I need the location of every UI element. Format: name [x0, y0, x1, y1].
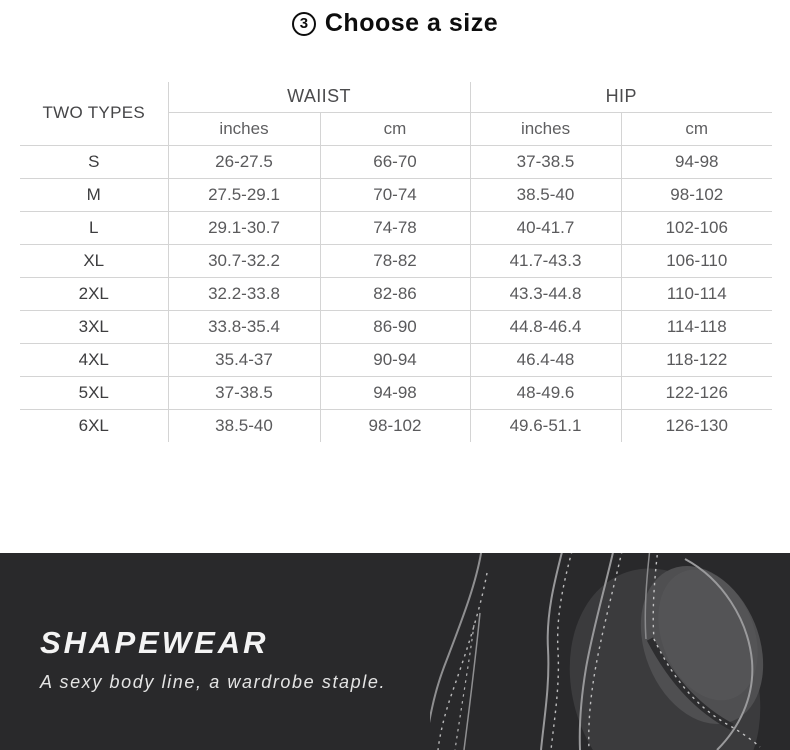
measurement-cell: 29.1-30.7 [168, 211, 320, 244]
shapewear-line-art-illustration [430, 553, 790, 750]
measurement-cell: 37-38.5 [470, 145, 621, 178]
measurement-cell: 38.5-40 [470, 178, 621, 211]
measurement-cell: 86-90 [320, 310, 470, 343]
brand-name: SHAPEWEAR [40, 625, 269, 660]
measurement-cell: 110-114 [621, 277, 772, 310]
measurement-cell: 38.5-40 [168, 409, 320, 442]
page-title [0, 9, 790, 38]
size-row [20, 178, 772, 211]
measurement-cell: 30.7-32.2 [168, 244, 320, 277]
measurement-cell: 35.4-37 [168, 343, 320, 376]
measurement-cell: 70-74 [320, 178, 470, 211]
measurement-cell: 98-102 [621, 178, 772, 211]
size-label: 3XL [20, 310, 168, 343]
measurement-cell: 118-122 [621, 343, 772, 376]
size-row [20, 376, 772, 409]
measurement-cell: 48-49.6 [470, 376, 621, 409]
measurement-cell: 32.2-33.8 [168, 277, 320, 310]
table-group-header-row [20, 82, 772, 112]
size-label: 6XL [20, 409, 168, 442]
measurement-cell: 44.8-46.4 [470, 310, 621, 343]
measurement-cell: 26-27.5 [168, 145, 320, 178]
column-header-hip-cm: cm [621, 112, 772, 145]
size-label: XL [20, 244, 168, 277]
measurement-cell: 41.7-43.3 [470, 244, 621, 277]
size-row [20, 310, 772, 343]
measurement-cell: 126-130 [621, 409, 772, 442]
column-header-hip-inches: inches [470, 112, 621, 145]
size-row [20, 409, 772, 442]
measurement-cell: 90-94 [320, 343, 470, 376]
column-header-waist-inches: inches [168, 112, 320, 145]
measurement-cell: 122-126 [621, 376, 772, 409]
column-group-hip: HIP [470, 82, 772, 112]
measurement-cell: 114-118 [621, 310, 772, 343]
size-label: 5XL [20, 376, 168, 409]
column-header-waist-cm: cm [320, 112, 470, 145]
size-label: L [20, 211, 168, 244]
measurement-cell: 66-70 [320, 145, 470, 178]
measurement-cell: 74-78 [320, 211, 470, 244]
measurement-cell: 106-110 [621, 244, 772, 277]
size-row [20, 244, 772, 277]
measurement-cell: 37-38.5 [168, 376, 320, 409]
banner-text-block [40, 625, 386, 693]
measurement-cell: 82-86 [320, 277, 470, 310]
measurement-cell: 102-106 [621, 211, 772, 244]
page-title-text: Choose a size [324, 9, 499, 37]
measurement-cell: 49.6-51.1 [470, 409, 621, 442]
size-row [20, 343, 772, 376]
brand-tagline: A sexy body line, a wardrobe staple. [40, 672, 387, 692]
size-label: S [20, 145, 168, 178]
size-label: 4XL [20, 343, 168, 376]
brand-banner [0, 553, 790, 750]
measurement-cell: 43.3-44.8 [470, 277, 621, 310]
size-row [20, 277, 772, 310]
column-group-waist: WAIIST [168, 82, 470, 112]
step-number-badge: 3 [292, 12, 316, 36]
size-row [20, 211, 772, 244]
measurement-cell: 46.4-48 [470, 343, 621, 376]
measurement-cell: 98-102 [320, 409, 470, 442]
size-row [20, 145, 772, 178]
column-header-two-types: TWO TYPES [20, 82, 168, 145]
measurement-cell: 94-98 [621, 145, 772, 178]
size-label: M [20, 178, 168, 211]
measurement-cell: 40-41.7 [470, 211, 621, 244]
size-chart-table [20, 82, 772, 442]
measurement-cell: 94-98 [320, 376, 470, 409]
measurement-cell: 78-82 [320, 244, 470, 277]
measurement-cell: 27.5-29.1 [168, 178, 320, 211]
measurement-cell: 33.8-35.4 [168, 310, 320, 343]
size-label: 2XL [20, 277, 168, 310]
